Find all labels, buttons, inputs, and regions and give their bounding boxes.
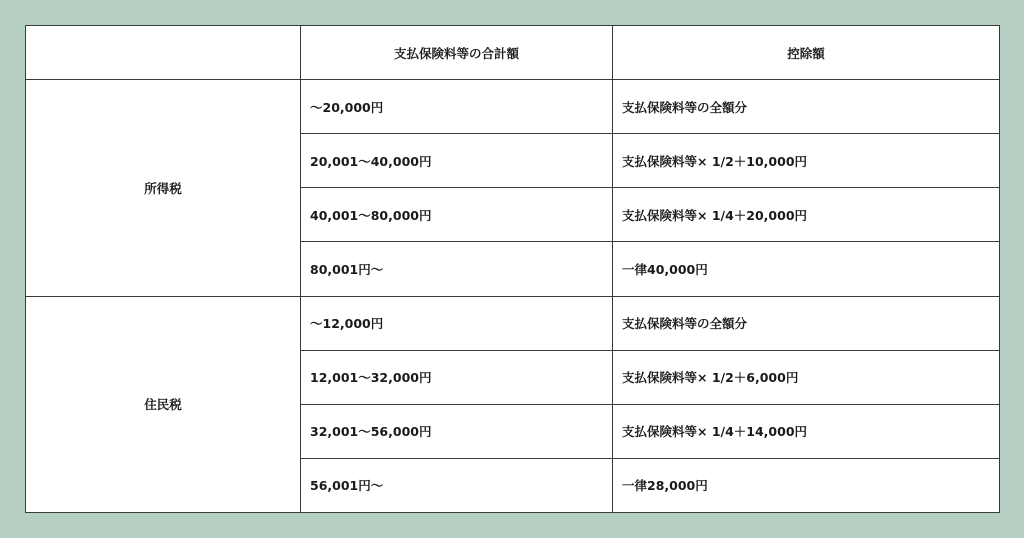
deduction-table: [25, 25, 1000, 513]
deduction-cell: 支払保険料等× 1/4＋14,000円: [613, 404, 1000, 458]
header-premium-total: 支払保険料等の合計額: [301, 26, 613, 80]
category-income-tax: 所得税: [26, 80, 301, 297]
premium-range-cell: ～20,000円: [301, 80, 613, 134]
deduction-cell: 支払保険料等の全額分: [613, 80, 1000, 134]
deduction-cell: 支払保険料等の全額分: [613, 296, 1000, 350]
premium-range-cell: 80,001円～: [301, 242, 613, 296]
premium-range-cell: 12,001～32,000円: [301, 350, 613, 404]
premium-range-cell: 56,001円～: [301, 458, 613, 512]
category-resident-tax: 住民税: [26, 296, 301, 513]
premium-range-cell: 40,001～80,000円: [301, 188, 613, 242]
deduction-cell: 支払保険料等× 1/4＋20,000円: [613, 188, 1000, 242]
premium-range-cell: ～12,000円: [301, 296, 613, 350]
deduction-cell: 一律28,000円: [613, 458, 1000, 512]
premium-range-cell: 20,001～40,000円: [301, 134, 613, 188]
table-row: [26, 296, 1000, 350]
table-row: [26, 80, 1000, 134]
deduction-cell: 支払保険料等× 1/2＋6,000円: [613, 350, 1000, 404]
deduction-cell: 一律40,000円: [613, 242, 1000, 296]
deduction-cell: 支払保険料等× 1/2＋10,000円: [613, 134, 1000, 188]
header-deduction: 控除額: [613, 26, 1000, 80]
header-row: [26, 26, 1000, 80]
premium-range-cell: 32,001～56,000円: [301, 404, 613, 458]
header-category: [26, 26, 301, 80]
